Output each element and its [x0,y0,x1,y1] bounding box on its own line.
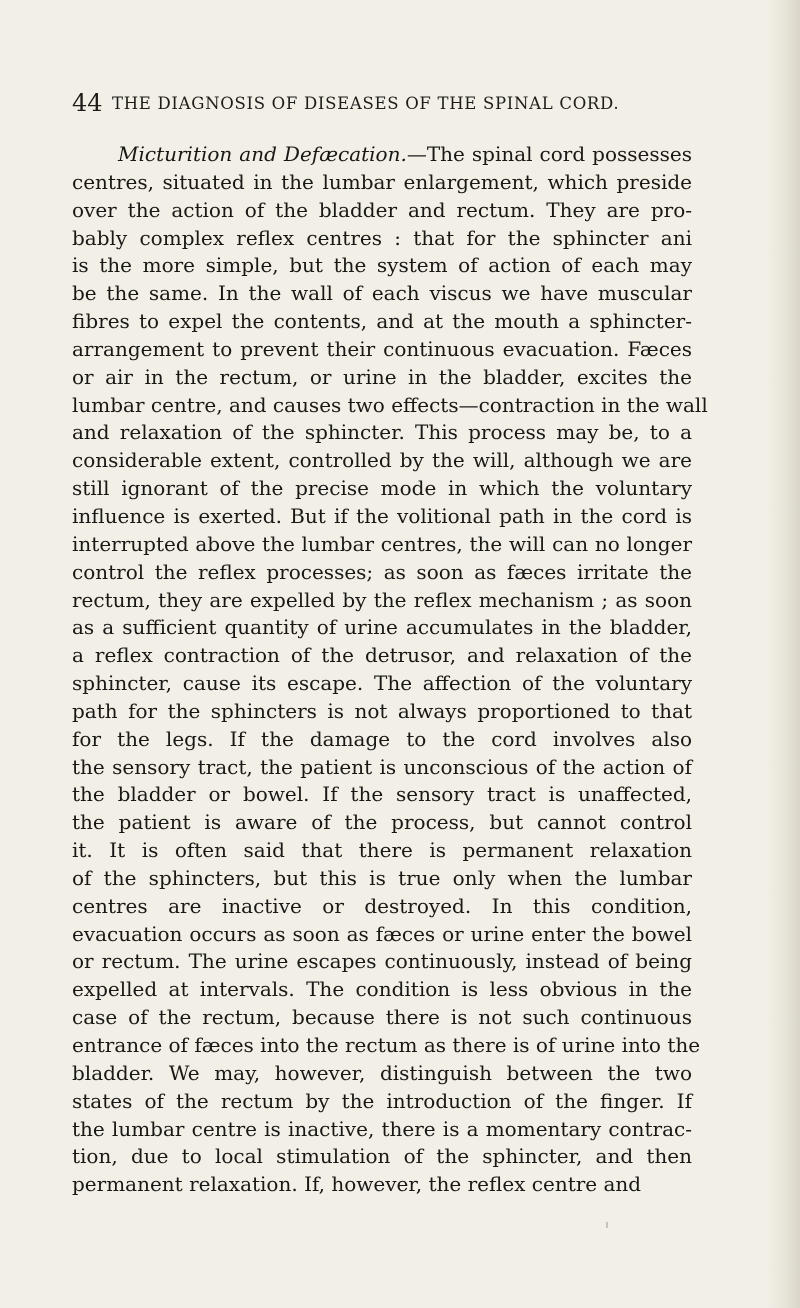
text-line: influence is exerted. But if the volitional path in the cord is [72,503,692,528]
text-line: evacuation occurs as soon as fæces or urine enter the bowel [72,921,692,946]
text-line: is the more simple, but the system of action of each may [72,253,692,278]
text-line: permanent relaxation. If, however, the reflex centre and [72,1172,642,1197]
text-line: fibres to expel the contents, and at the mouth a sphincter- [72,309,692,334]
text-line: of the sphincters, but this is true only when the lumbar [72,865,692,890]
text-line: the sensory tract, the patient is unconscious of the action of [72,754,692,779]
text-line: or rectum. The urine escapes continuously, instead of being [72,949,692,974]
text-line: it. It is often said that there is permanent relaxation [72,838,692,863]
text-line: states of the rectum by the introduction of the finger. If [72,1088,692,1113]
text-line: centres, situated in the lumbar enlargement, which preside [72,169,692,194]
text-line: centres are inactive or destroyed. In this condition, [72,893,692,918]
text-line: a reflex contraction of the detrusor, and relaxation of the [72,643,692,668]
paper-speck [606,1222,608,1228]
text-line: be the same. In the wall of each viscus we have muscular [72,281,692,306]
text-line: lumbar centre, and causes two effects—contraction in the wall [72,392,708,417]
page-edge-shadow [766,0,800,1308]
section-heading: Micturition and Defæcation. [118,142,407,166]
text-line: and relaxation of the sphincter. This process may be, to a [72,420,692,445]
text-line: still ignorant of the precise mode in which the voluntary [72,476,692,501]
text-line: tion, due to local stimulation of the sphincter, and then [72,1144,692,1169]
text-line-content: —The spinal cord possesses [406,142,692,166]
text-line: over the action of the bladder and rectum. They are pro- [72,197,692,222]
text-line: sphincter, cause its escape. The affection of the voluntary [72,671,692,696]
text-line: path for the sphincters is not always proportioned to that [72,698,692,723]
text-line: interrupted above the lumbar centres, the will can no longer [72,531,692,556]
text-line: rectum, they are expelled by the reflex mechanism ; as soon [72,587,692,612]
text-line: bably complex reflex centres : that for the sphincter ani [72,225,692,250]
text-line: the patient is aware of the process, but cannot control [72,810,692,835]
text-line: the lumbar centre is inactive, there is a momentary contrac- [72,1116,692,1141]
text-line: for the legs. If the damage to the cord involves also [72,726,692,751]
running-title: THE DIAGNOSIS OF DISEASES OF THE SPINAL CORD. [112,94,620,113]
text-line: the bladder or bowel. If the sensory tract is unaffected, [72,782,692,807]
body-paragraph [72,141,708,1199]
page-number: 44 [72,89,103,117]
text-line: control the reflex processes; as soon as fæces irritate the [72,559,692,584]
text-line: case of the rectum, because there is not such continuous [72,1005,692,1030]
text-line: considerable extent, controlled by the will, although we are [72,448,692,473]
page-header [72,88,712,118]
text-line: arrangement to prevent their continuous evacuation. Fæces [72,336,692,361]
text-line [72,141,692,169]
text-line: or air in the rectum, or urine in the bladder, excites the [72,364,692,389]
text-line: bladder. We may, however, distinguish between the two [72,1060,692,1085]
text-line: as a sufficient quantity of urine accumulates in the bladder, [72,615,692,640]
text-line: entrance of fæces into the rectum as there is of urine into the [72,1033,701,1057]
text-line: expelled at intervals. The condition is less obvious in the [72,977,692,1002]
